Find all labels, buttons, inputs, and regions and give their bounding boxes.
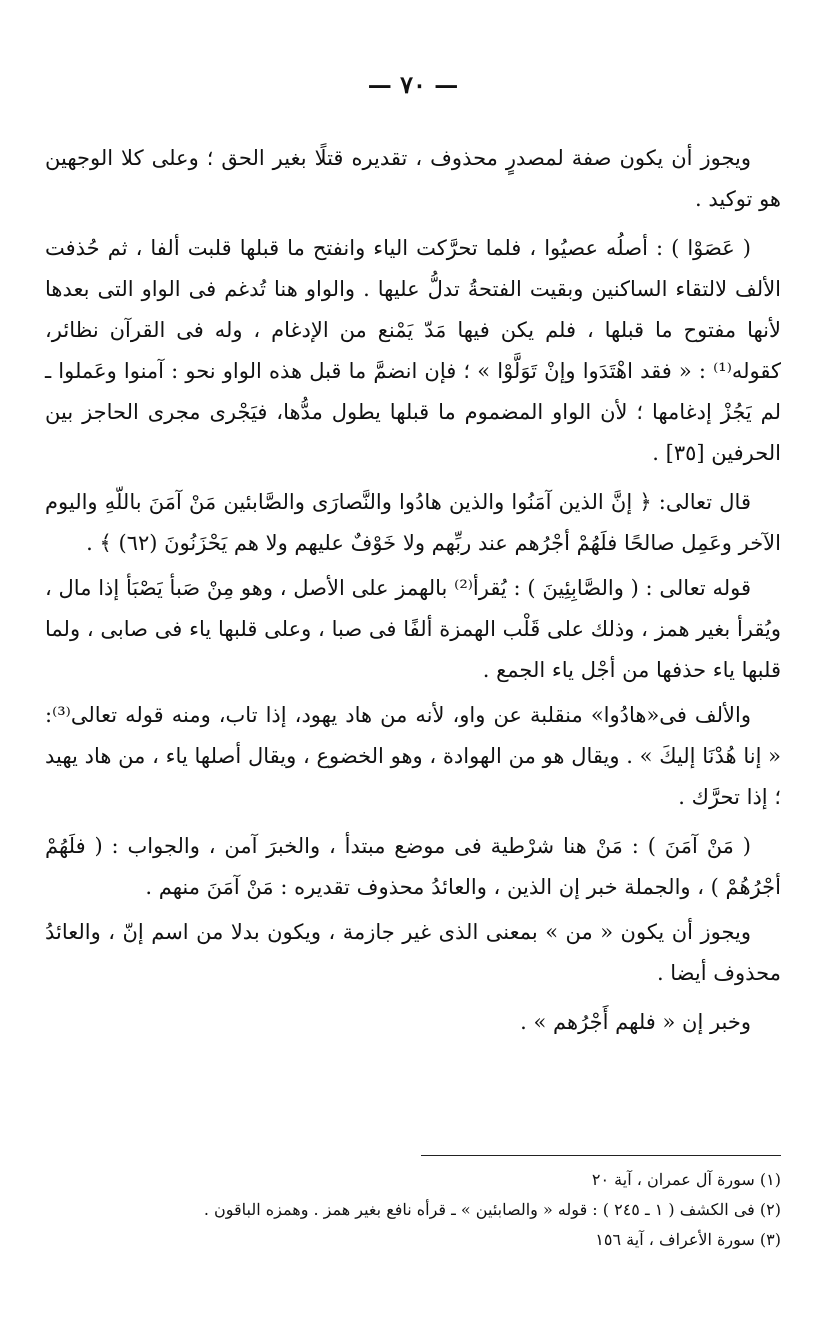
page-number: — ٧٠ —: [367, 70, 459, 99]
paragraph-6: ( مَنْ آمَنَ ) : مَنْ هنا شرْطية فى موضع مبتدأ ، والخبرَ آمن ، والجواب : ( فلَهُمْ أجْرُهُمْ ) ، والجملة خبر إن الذين ، والعائدُ محذوف تقديره : مَنْ آمَنَ منهم .: [45, 834, 781, 899]
paragraph-3-verse: قال تعالى: ﴿ إنَّ الذين آمَنُوا والذين هادُوا والنَّصارَى والصَّابئين مَنْ آمَنَ باللّهِ واليوم الآخر وعَمِل صالحًا فلَهُمْ أجْرُهم عند ربِّهم ولا خَوْفٌ عليهم ولا هم يَحْزَنُونَ (٦٢) ﴾ .: [45, 490, 781, 555]
paragraph-1: ويجوز أن يكون صفة لمصدرٍ محذوف ، تقديره قتلًا بغير الحق ؛ وعلى كلا الوجهين هو توكيد .: [45, 146, 781, 211]
main-text: [45, 138, 781, 1051]
footnote-divider: [421, 1155, 781, 1156]
paragraph-4: قوله تعالى : ( والصَّابِئِينَ ) : يُقرأ⁽²⁾ بالهمز على الأصل ، وهو مِنْ صَبأ يَصْبَأ إذا مال ، ويُقرأ بغير همز ، وذلك على قَلْب الهمزة ألفًا فى صبا ، وعلى قلبها ياء فى صابى ، ولما قلبها ياء حذفها من أجْل ياء الجمع .: [45, 576, 781, 682]
footnote-3: (٣) سورة الأعراف ، آية ١٥٦: [595, 1230, 781, 1249]
footnote-1: (١) سورة آل عمران ، آية ٢٠: [591, 1170, 781, 1189]
paragraph-7: ويجوز أن يكون « من » بمعنى الذى غير جازمة ، ويكون بدلا من اسم إنّ ، والعائدُ محذوف أيضا .: [45, 920, 781, 985]
footnotes: [45, 1165, 781, 1255]
paragraph-8: وخبر إن « فلهم أَجْرُهم » .: [520, 1010, 751, 1034]
footnote-2: (٢) فى الكشف ( ١ ـ ٢٤٥ ) : قوله « والصابئين » ـ قرأه نافع بغير همز . وهمزه الباقون .: [203, 1200, 781, 1219]
paragraph-2: ( عَصَوْا ) : أصلُه عصيُوا ، فلما تحرَّكت الياء وانفتح ما قبلها قلبت ألفا ، ثم حُذفت الألف لالتقاء الساكنين وبقيت الفتحةُ تدلُّ عليها . والواو هنا تُدغم فى الواو التى بعدها لأنها مفتوح ما قبلها ، فلم يكن فيها مَدّ يَمْنع من الإدغام ، وله فى القرآن نظائر، كقوله⁽¹⁾ : « فقد اهْتَدَوا وإنْ تَوَلَّوْا » ؛ فإن انضمَّ ما قبل هذه الواو نحو : آمنوا وعَملوا ـ لم يَجُزْ إدغامها ؛ لأن الواو المضموم ما قبلها يطول مدُّها، فيَجْرى مجرى الحاجز بين الحرفين [٣٥] .: [45, 236, 781, 465]
paragraph-5: والألف فى«هادُوا» منقلبة عن واو، لأنه من هاد يهود، إذا تاب، ومنه قوله تعالى⁽³⁾: « إنا هُدْنَا إليكَ » . ويقال هو من الهوادة ، وهو الخضوع ، ويقال أصلها ياء ، من هاد يهيد ؛ إذا تحرَّك .: [45, 703, 781, 809]
